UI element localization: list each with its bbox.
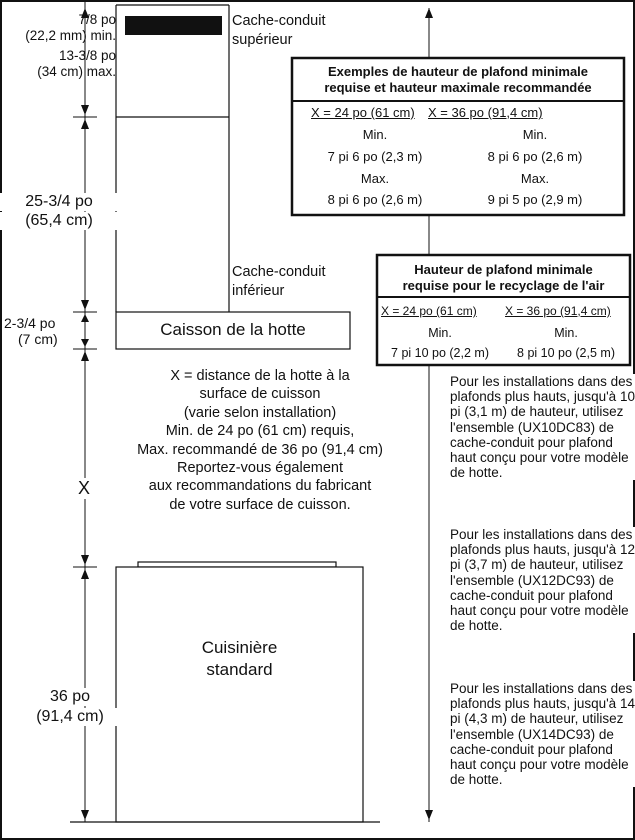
table1-title-2: requise et hauteur maximale recommandée bbox=[324, 80, 592, 95]
table1-c2-max: 9 pi 5 po (2,9 m) bbox=[487, 192, 583, 207]
table1-min-label-1: Min. bbox=[362, 127, 388, 142]
lower-cover-label-2: inférieur bbox=[232, 283, 285, 299]
x-desc-line: Max. recommandé de 36 po (91,4 cm) bbox=[137, 441, 383, 458]
x-desc-line: surface de cuisson bbox=[199, 386, 321, 403]
range-h-dim: 36 po bbox=[30, 688, 110, 706]
top-max-dim: 13-3/8 po bbox=[58, 48, 116, 63]
table1-max-label-2: Max. bbox=[520, 171, 550, 186]
range-label: Cuisinière bbox=[201, 638, 278, 657]
x-desc-line: X = distance de la hotte à la bbox=[170, 368, 350, 384]
table1-title: Exemples de hauteur de plafond minimale bbox=[327, 64, 589, 79]
x-desc-line: aux recommandations du fabricant bbox=[148, 478, 372, 495]
hood-h-metric: (7 cm) bbox=[18, 331, 58, 347]
range-h-metric: (91,4 cm) bbox=[18, 708, 122, 726]
top-min-metric: (22,2 mm) min. bbox=[25, 28, 116, 43]
x-desc-line: Reportez-vous également bbox=[176, 460, 344, 477]
table1-max-label-1: Max. bbox=[360, 171, 390, 186]
top-max-metric: (34 cm) max. bbox=[37, 64, 116, 79]
range-box bbox=[116, 567, 363, 822]
range-label-2: standard bbox=[206, 660, 273, 679]
hood-label: Caisson de la hotte bbox=[160, 320, 306, 339]
table1-c1-max: 8 pi 6 po (2,6 m) bbox=[327, 192, 423, 207]
x-desc-line: de votre surface de cuisson. bbox=[169, 496, 351, 513]
table2-col2-head: X = 36 po (91,4 cm) bbox=[505, 304, 611, 318]
table1-c1-min: 7 pi 6 po (2,3 m) bbox=[327, 149, 423, 164]
table2-title: Hauteur de plafond minimale bbox=[414, 262, 593, 277]
x-desc-line: (varie selon installation) bbox=[183, 404, 337, 421]
upper-bracket bbox=[125, 16, 222, 35]
upper-cover-label: Cache-conduit bbox=[232, 13, 326, 29]
x-description bbox=[100, 367, 420, 514]
x-dim: X bbox=[78, 478, 91, 498]
note-12ft: Pour les installations dans des plafonds plus hauts, jusqu'à 12 pi (3,7 m) de hauteur, utilisez l'ensemble (UX12DC93) de cache-conduit pour plafond haut conçu pour votre modèle de hotte. bbox=[450, 527, 635, 634]
lower-cover-label: Cache-conduit bbox=[232, 264, 326, 280]
table2-col1-head: X = 24 po (61 cm) bbox=[381, 304, 477, 318]
note-14ft: Pour les installations dans des plafonds plus hauts, jusqu'à 14 pi (4,3 m) de hauteur, utilisez l'ensemble (UX14DC93) de cache-conduit pour plafond haut conçu pour votre modèle de hotte. bbox=[450, 681, 635, 788]
mid-dim: 25-3/4 po bbox=[0, 193, 118, 211]
table1-min-label-2: Min. bbox=[522, 127, 548, 142]
upper-cover-label-2: supérieur bbox=[232, 32, 293, 48]
range-top bbox=[138, 562, 336, 567]
table2-min-label-1: Min. bbox=[428, 326, 452, 340]
table1-col1-head: X = 24 po (61 cm) bbox=[311, 105, 415, 120]
table1-c2-min: 8 pi 6 po (2,6 m) bbox=[487, 149, 583, 164]
table2-min-label-2: Min. bbox=[554, 326, 578, 340]
x-desc-line: Min. de 24 po (61 cm) requis, bbox=[165, 423, 355, 440]
table1-col2-head: X = 36 po (91,4 cm) bbox=[428, 105, 543, 120]
note-10ft: Pour les installations dans des plafonds plus hauts, jusqu'à 10 pi (3,1 m) de hauteur, utilisez l'ensemble (UX10DC83) de cache-conduit pour plafond haut conçu pour votre modèle de hotte. bbox=[450, 374, 635, 481]
hood-h-dim: 2-3/4 po bbox=[4, 315, 56, 331]
table2-c2-min: 8 pi 10 po (2,5 m) bbox=[517, 346, 615, 360]
mid-dim-metric: (65,4 cm) bbox=[0, 212, 118, 230]
top-min-dim: 7/8 po bbox=[78, 12, 116, 27]
table2-title-2: requise pour le recyclage de l'air bbox=[402, 278, 605, 293]
table2-c1-min: 7 pi 10 po (2,2 m) bbox=[391, 346, 489, 360]
